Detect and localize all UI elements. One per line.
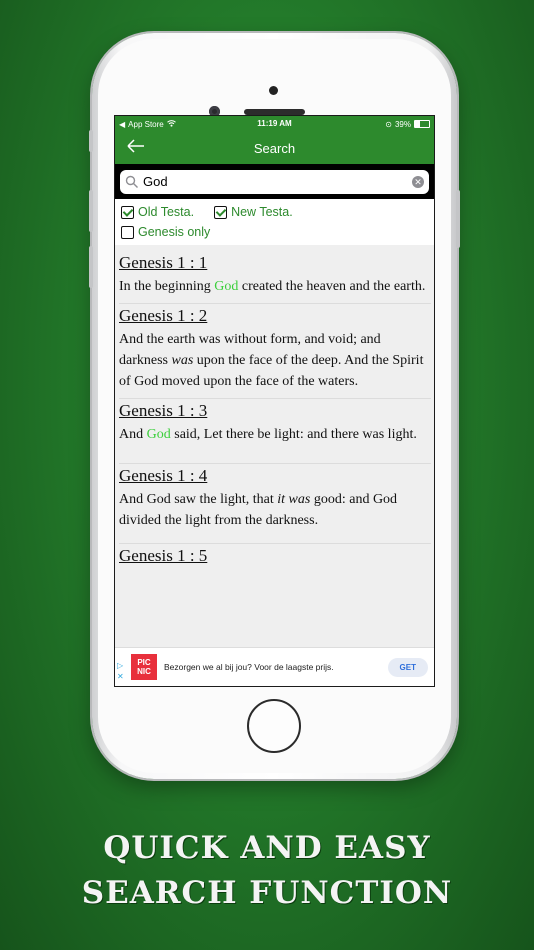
result-item[interactable]	[119, 304, 431, 399]
ad-banner[interactable]	[115, 647, 434, 686]
filter-panel	[115, 199, 434, 245]
back-to-app-icon: ◀	[119, 119, 126, 129]
verse-text: And God saw the light, that it was good: and God divided the light from the darkness.	[119, 492, 398, 528]
clear-search-icon[interactable]: ✕	[412, 176, 424, 188]
ad-text: Bezorgen we al bij jou? Voor de laagste prijs.	[164, 662, 334, 672]
verse-reference: Genesis 1 : 2	[119, 306, 208, 325]
verse-text: And God said, Let there be light: and there was light.	[119, 427, 417, 442]
search-input[interactable]	[139, 174, 412, 189]
verse-reference: Genesis 1 : 4	[119, 466, 208, 485]
power-button	[456, 190, 460, 248]
old-testament-checkbox[interactable]	[121, 205, 194, 219]
checkbox-unchecked-icon	[121, 226, 134, 239]
ad-choices-icon[interactable]: ▷ ✕	[117, 661, 124, 681]
nav-bar	[115, 132, 434, 164]
result-item[interactable]	[119, 251, 431, 304]
verse-text: And the earth was without form, and void; and darkness was upon the face of the deep. And the Spirit of God moved upon the face of the waters.	[119, 332, 424, 389]
orientation-lock-icon: ⊙	[385, 119, 392, 129]
search-icon	[125, 175, 139, 189]
checkbox-checked-icon	[214, 206, 227, 219]
volume-up-button	[89, 190, 93, 232]
search-highlight: God	[146, 427, 171, 442]
page-title: Search	[253, 140, 296, 156]
camera-dot	[269, 86, 278, 95]
genesis-only-checkbox[interactable]	[121, 225, 210, 239]
new-testament-checkbox[interactable]	[214, 205, 293, 219]
home-button[interactable]	[247, 699, 301, 753]
search-highlight: God	[214, 279, 239, 294]
status-time: 11:19 AM	[257, 119, 292, 128]
ad-logo: PIC NIC	[131, 654, 157, 680]
result-item[interactable]	[119, 464, 431, 544]
promo-caption	[0, 826, 534, 916]
caption-line-1: QUICK AND EASY	[103, 830, 431, 866]
search-field[interactable]	[120, 170, 429, 194]
results-list	[115, 245, 434, 649]
new-testament-label: New Testa.	[231, 205, 293, 219]
verse-reference: Genesis 1 : 1	[119, 253, 208, 272]
ad-get-button[interactable]: GET	[388, 658, 428, 677]
checkbox-checked-icon	[121, 206, 134, 219]
old-testament-label: Old Testa.	[138, 205, 195, 219]
status-bar	[115, 116, 434, 132]
verse-text: In the beginning God created the heaven and the earth.	[119, 279, 426, 294]
genesis-only-label: Genesis only	[138, 225, 211, 239]
battery-percent: 39%	[394, 119, 411, 129]
volume-down-button	[89, 246, 93, 288]
back-arrow-icon[interactable]	[127, 136, 145, 158]
mute-switch	[89, 130, 93, 152]
verse-reference: Genesis 1 : 5	[119, 546, 208, 565]
status-carrier: App Store	[128, 119, 164, 129]
result-item[interactable]	[119, 399, 431, 464]
search-bar	[115, 164, 434, 199]
result-item[interactable]	[119, 544, 431, 575]
battery-icon	[414, 120, 430, 128]
caption-line-2: SEARCH FUNCTION	[81, 875, 453, 911]
app-screen	[114, 115, 435, 687]
verse-reference: Genesis 1 : 3	[119, 401, 208, 420]
